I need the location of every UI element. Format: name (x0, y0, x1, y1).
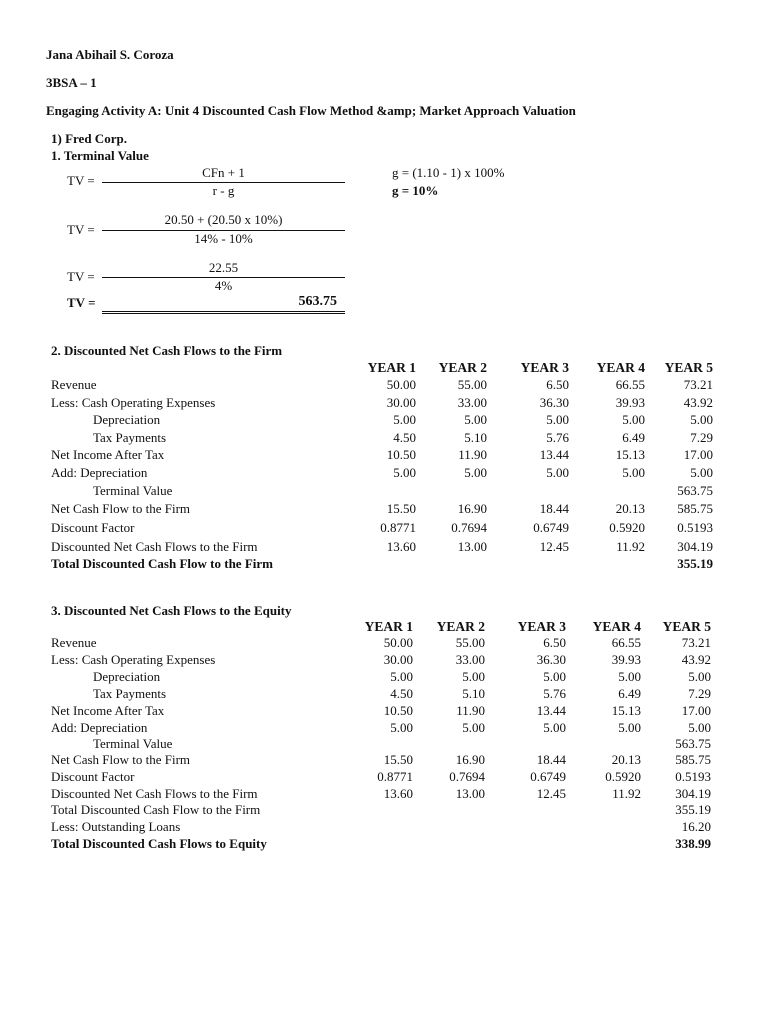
table-cell: 5.00 (543, 720, 566, 735)
table-cell: 18.44 (539, 501, 569, 516)
table-cell: 6.50 (546, 377, 569, 392)
table-cell: 17.00 (681, 703, 711, 718)
table-cell: 5.10 (464, 430, 487, 445)
year-header-5: YEAR 5 (664, 360, 713, 375)
table-cell: 66.55 (615, 377, 645, 392)
row-label: Add: Depreciation (51, 465, 148, 480)
row-label: Total Discounted Cash Flow to the Firm (51, 802, 261, 817)
formula-2-denominator: 14% - 10% (194, 231, 253, 246)
table-cell: 55.00 (455, 635, 485, 650)
table-cell: 73.21 (683, 377, 713, 392)
table-cell: 355.19 (677, 556, 713, 571)
table-cell: 36.30 (536, 652, 566, 667)
table-cell: 585.75 (677, 501, 713, 516)
firm-table-heading: 2. Discounted Net Cash Flows to the Firm (51, 343, 283, 358)
row-label: Discounted Net Cash Flows to the Firm (51, 786, 258, 801)
row-label: Tax Payments (93, 430, 167, 445)
table-cell: 15.13 (615, 447, 645, 462)
table-cell: 20.13 (615, 501, 645, 516)
table-cell: 0.8771 (377, 769, 413, 784)
table-cell: 0.5920 (605, 769, 641, 784)
row-label: Depreciation (93, 412, 161, 427)
row-label: Revenue (51, 635, 97, 650)
table-cell: 13.00 (457, 539, 487, 554)
table-cell: 43.92 (683, 395, 713, 410)
table-cell: 18.44 (536, 752, 566, 767)
table-cell: 39.93 (611, 652, 641, 667)
table-cell: 50.00 (383, 635, 413, 650)
table-cell: 304.19 (677, 539, 713, 554)
table-cell: 36.30 (539, 395, 569, 410)
table-cell: 11.92 (616, 539, 645, 554)
year-header-2: YEAR 2 (438, 360, 487, 375)
terminal-value-result: 563.75 (298, 294, 337, 309)
table-cell: 5.00 (618, 669, 641, 684)
table-cell: 16.90 (455, 752, 485, 767)
table-cell: 33.00 (457, 395, 487, 410)
growth-formula: g = (1.10 - 1) x 100% (392, 165, 505, 180)
table-cell: 11.92 (612, 786, 641, 801)
row-label: Total Discounted Cash Flows to Equity (51, 836, 267, 851)
table-cell: 73.21 (681, 635, 711, 650)
table-cell: 5.00 (543, 669, 566, 684)
row-label: Less: Outstanding Loans (51, 819, 181, 834)
table-cell: 5.00 (464, 412, 487, 427)
year-header-3: YEAR 3 (520, 360, 569, 375)
table-cell: 39.93 (615, 395, 645, 410)
table-cell: 5.00 (690, 412, 713, 427)
problem-label: 1) Fred Corp. (51, 131, 127, 146)
table-cell: 5.00 (462, 720, 485, 735)
table-cell: 11.90 (456, 703, 485, 718)
row-label: Terminal Value (93, 483, 173, 498)
formula-3-denominator: 4% (214, 278, 233, 293)
table-cell: 0.5920 (609, 520, 645, 535)
row-label: Terminal Value (93, 736, 173, 751)
row-label: Discount Factor (51, 769, 135, 784)
year-header-1: YEAR 1 (367, 360, 416, 375)
row-label: Discount Factor (51, 520, 135, 535)
table-cell: 13.44 (536, 703, 566, 718)
equity-table-heading: 3. Discounted Net Cash Flows to the Equity (51, 603, 292, 618)
growth-result: g = 10% (392, 183, 439, 198)
row-label: Net Income After Tax (51, 447, 165, 462)
table-cell: 17.00 (683, 447, 713, 462)
formula-1-numerator: CFn + 1 (202, 165, 245, 180)
table-cell: 10.50 (386, 447, 416, 462)
table-cell: 13.00 (455, 786, 485, 801)
year-header-4: YEAR 4 (592, 619, 641, 634)
table-cell: 5.00 (688, 669, 711, 684)
result-underline-2 (102, 313, 345, 314)
table-cell: 5.00 (462, 669, 485, 684)
student-name: Jana Abihail S. Coroza (46, 47, 174, 62)
table-cell: 12.45 (536, 786, 566, 801)
table-cell: 50.00 (386, 377, 416, 392)
result-underline-1 (102, 311, 345, 312)
table-cell: 15.50 (386, 501, 416, 516)
table-cell: 20.13 (611, 752, 641, 767)
row-label: Net Income After Tax (51, 703, 165, 718)
document-title: Engaging Activity A: Unit 4 Discounted Cash Flow Method &amp; Market Approach Valuation (46, 103, 576, 118)
table-cell: 5.00 (393, 465, 416, 480)
table-cell: 5.00 (618, 720, 641, 735)
table-cell: 0.8771 (380, 520, 416, 535)
table-cell: 5.76 (543, 686, 566, 701)
table-cell: 5.00 (688, 720, 711, 735)
table-cell: 0.7694 (449, 769, 485, 784)
tv-label-result: TV = (67, 295, 96, 310)
table-cell: 7.29 (688, 686, 711, 701)
table-cell: 13.60 (386, 539, 416, 554)
table-cell: 6.49 (618, 686, 641, 701)
table-cell: 30.00 (383, 652, 413, 667)
table-cell: 0.7694 (451, 520, 487, 535)
row-label: Less: Cash Operating Expenses (51, 652, 216, 667)
terminal-value-heading: 1. Terminal Value (51, 148, 149, 163)
tv-label-1: TV = (67, 173, 95, 188)
table-cell: 585.75 (675, 752, 711, 767)
row-label: Add: Depreciation (51, 720, 148, 735)
table-cell: 55.00 (457, 377, 487, 392)
table-cell: 0.5193 (675, 769, 711, 784)
year-header-4: YEAR 4 (596, 360, 645, 375)
table-cell: 4.50 (393, 430, 416, 445)
table-cell: 6.50 (543, 635, 566, 650)
table-cell: 0.6749 (530, 769, 566, 784)
table-cell: 5.00 (464, 465, 487, 480)
table-cell: 30.00 (386, 395, 416, 410)
table-cell: 5.00 (622, 412, 645, 427)
row-label: Tax Payments (93, 686, 167, 701)
year-header-3: YEAR 3 (517, 619, 566, 634)
table-cell: 563.75 (675, 736, 711, 751)
table-cell: 15.50 (383, 752, 413, 767)
row-label: Total Discounted Cash Flow to the Firm (51, 556, 273, 571)
table-cell: 5.00 (393, 412, 416, 427)
table-cell: 16.90 (457, 501, 487, 516)
table-cell: 5.00 (390, 669, 413, 684)
table-cell: 5.00 (690, 465, 713, 480)
table-cell: 13.60 (383, 786, 413, 801)
table-cell: 6.49 (622, 430, 645, 445)
table-cell: 5.10 (462, 686, 485, 701)
table-cell: 563.75 (677, 483, 713, 498)
formula-3-numerator: 22.55 (208, 260, 239, 275)
table-cell: 0.5193 (677, 520, 713, 535)
table-cell: 11.90 (458, 447, 487, 462)
table-cell: 304.19 (675, 786, 711, 801)
year-header-2: YEAR 2 (436, 619, 485, 634)
table-cell: 5.00 (546, 465, 569, 480)
table-cell: 13.44 (539, 447, 569, 462)
table-cell: 5.00 (390, 720, 413, 735)
table-cell: 15.13 (611, 703, 641, 718)
table-cell: 7.29 (690, 430, 713, 445)
table-cell: 16.20 (681, 819, 711, 834)
table-cell: 33.00 (455, 652, 485, 667)
table-cell: 10.50 (383, 703, 413, 718)
table-cell: 355.19 (675, 802, 711, 817)
year-header-1: YEAR 1 (364, 619, 413, 634)
row-label: Less: Cash Operating Expenses (51, 395, 216, 410)
year-header-5: YEAR 5 (662, 619, 711, 634)
tv-label-3: TV = (67, 269, 95, 284)
table-cell: 43.92 (681, 652, 711, 667)
formula-2-numerator: 20.50 + (20.50 x 10%) (164, 212, 283, 227)
row-label: Net Cash Flow to the Firm (51, 501, 191, 516)
table-cell: 0.6749 (533, 520, 569, 535)
row-label: Depreciation (93, 669, 161, 684)
table-cell: 5.76 (546, 430, 569, 445)
table-cell: 4.50 (390, 686, 413, 701)
row-label: Discounted Net Cash Flows to the Firm (51, 539, 258, 554)
tv-label-2: TV = (67, 222, 95, 237)
formula-1-denominator: r - g (212, 183, 235, 198)
section-label: 3BSA – 1 (46, 75, 97, 90)
table-cell: 66.55 (611, 635, 641, 650)
row-label: Revenue (51, 377, 97, 392)
table-cell: 338.99 (675, 836, 711, 851)
table-cell: 5.00 (546, 412, 569, 427)
table-cell: 12.45 (539, 539, 569, 554)
row-label: Net Cash Flow to the Firm (51, 752, 191, 767)
table-cell: 5.00 (622, 465, 645, 480)
